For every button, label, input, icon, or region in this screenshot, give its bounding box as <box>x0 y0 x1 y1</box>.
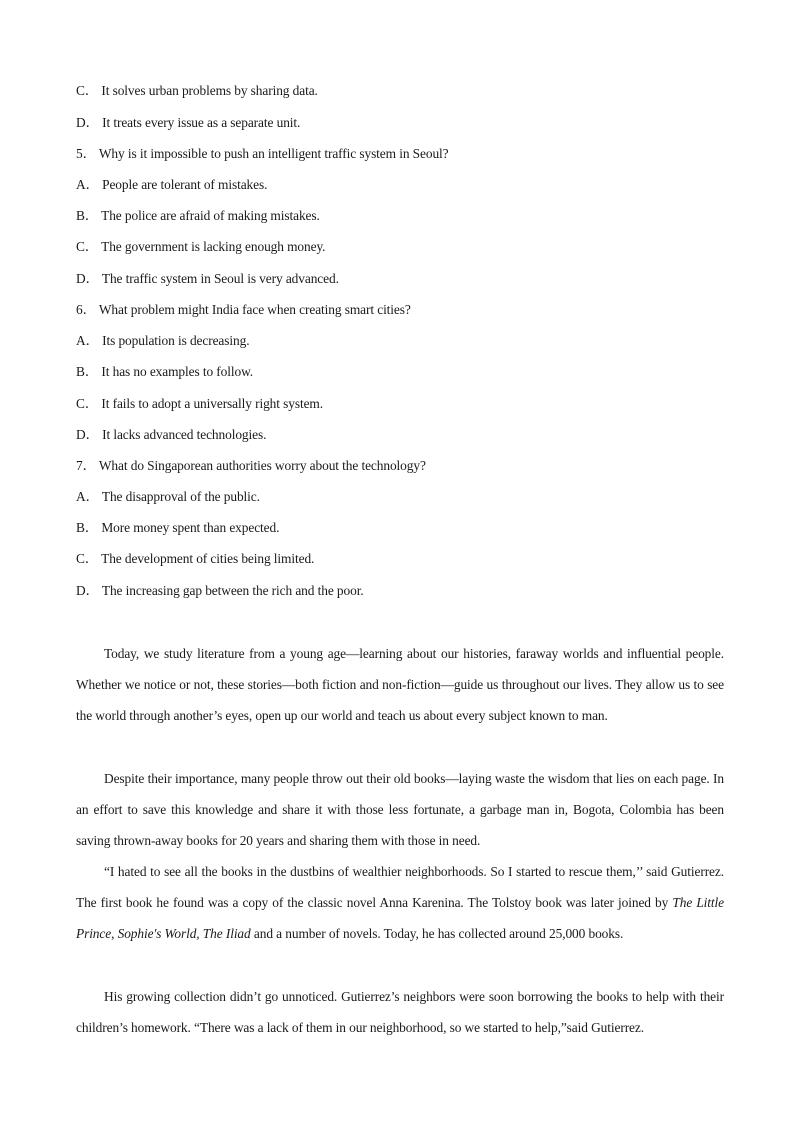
question-5-option-d: D． The traffic system in Seoul is very advanced. <box>76 271 339 286</box>
question-6-option-b: B． It has no examples to follow. <box>76 364 254 379</box>
question-6-option-c: C． It fails to adopt a universally right system. <box>76 396 323 411</box>
question-6-stem: 6． What problem might India face when creating smart cities? <box>76 302 411 317</box>
question-6-option-d: D． It lacks advanced technologies. <box>76 427 267 442</box>
question-7-option-b: B． More money spent than expected. <box>76 520 280 535</box>
book-titles-sophie-iliad: Sophie's World, The Iliad <box>117 926 251 942</box>
paragraph-3-text-a: “I hated to see all the books in the dustbins of wealthier neighborhoods. So I started to rescue them,’’ said Gutierrez. The first book he found was a copy of the classic novel Anna Karenina. The Tolstoy book was later joined by <box>76 864 724 911</box>
question-5-option-c: C． The government is lacking enough money. <box>76 239 326 254</box>
passage-paragraph-1: Today, we study literature from a young age—learning about our histories, faraway worlds and influential people. Whether we notice or not, these stories—both fiction and non-fiction—guide us throughout our lives. They allow us to see the world through another’s eyes, open up our world and teach us about every subject known to man. <box>76 646 724 724</box>
question-6-option-a: A． Its population is decreasing. <box>76 333 250 348</box>
passage-paragraph-4: His growing collection didn’t go unnoticed. Gutierrez’s neighbors were soon borrowing the books to help with their children’s homework. “There was a lack of them in our neighborhood, so we started to help,”said Gutierrez. <box>76 989 724 1036</box>
passage-paragraph-2: Despite their importance, many people throw out their old books—laying waste the wisdom that lies on each page. In an effort to save this knowledge and share it with those less fortunate, a garbage man in, Bogota, Colombia has been saving thrown-away books for 20 years and sharing them with those in need. <box>76 771 724 849</box>
question-7-option-d: D． The increasing gap between the rich and the poor. <box>76 583 364 598</box>
question-7-option-c: C． The development of cities being limited. <box>76 551 315 566</box>
question-5-stem: 5． Why is it impossible to push an intelligent traffic system in Seoul? <box>76 146 449 161</box>
passage-paragraph-3 <box>76 856 724 950</box>
question-5-option-b: B． The police are afraid of making mistakes. <box>76 208 320 223</box>
paragraph-3-text-b: and a number of novels. Today, he has collected around 25,000 books. <box>250 926 624 942</box>
book-title-little-prince: The Little Prince <box>76 895 724 942</box>
option-d-q4: D． It treats every issue as a separate unit. <box>76 115 301 130</box>
question-5-option-a: A． People are tolerant of mistakes. <box>76 177 268 192</box>
question-7-stem: 7． What do Singaporean authorities worry about the technology? <box>76 458 426 473</box>
paragraph-3-separator: , <box>111 926 118 942</box>
option-c-q4: C． It solves urban problems by sharing data. <box>76 83 318 98</box>
question-7-option-a: A． The disapproval of the public. <box>76 489 260 504</box>
